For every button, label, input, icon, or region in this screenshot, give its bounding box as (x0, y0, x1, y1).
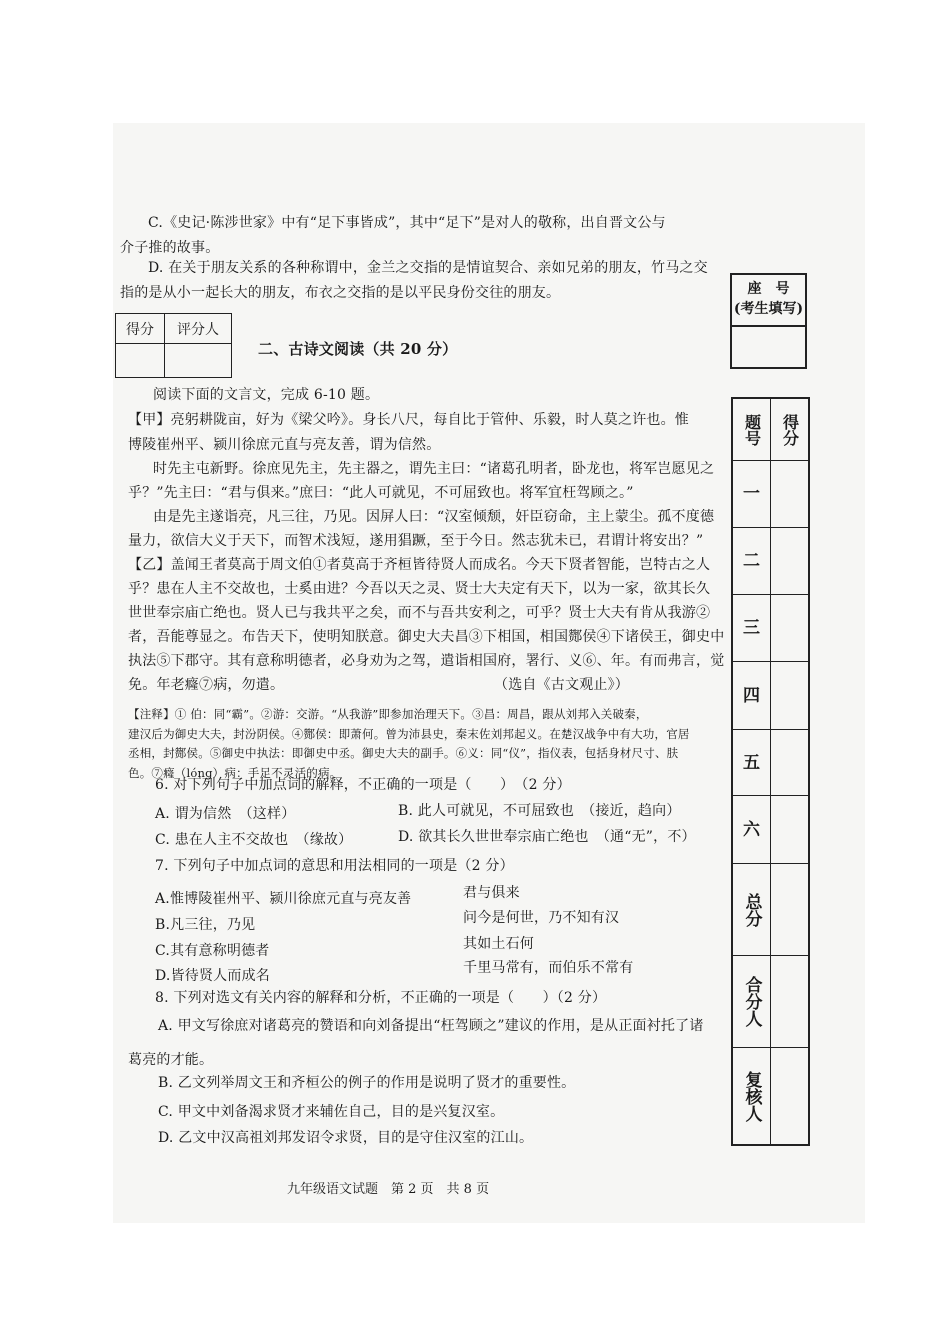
passage-source: （选自《古文观止》） (494, 677, 629, 693)
q6-option-b[interactable]: B. 此人可就见，不可屈致也 （接近，趋向） (398, 803, 681, 819)
score-cell[interactable] (771, 595, 808, 661)
row-label: 总分 (733, 864, 771, 955)
passage-yi-line: 世世奉宗庙亡绝也。贤人已与我共平之矣，而不与吾共安利之，可乎？贤士大夫有肯从我游② (128, 605, 711, 621)
score-label: 得分 (116, 314, 165, 344)
q7-option-d[interactable]: D.皆待贤人而成名 (155, 968, 270, 984)
option-d-line1: D. 在关于朋友关系的各种称谓中，金兰之交指的是情谊契合、亲如兄弟的朋友，竹马之交 (148, 260, 708, 276)
row-label: 二 (733, 528, 771, 594)
passage-jia-line: 时先主屯新野。徐庶见先主，先主器之，谓先主曰：“诸葛孔明者，卧龙也，将军岂愿见之 (153, 461, 715, 477)
q7-option-c-compare: 其如土石何 (463, 936, 534, 952)
q7-option-b[interactable]: B.凡三往，乃见 (155, 917, 256, 933)
seat-number-label: 座 号 (747, 281, 790, 297)
passage-jia-line: 由是先主遂诣亮，凡三往，乃见。因屏人曰：“汉室倾颓，奸臣窃命，主上蒙尘。孤不度德 (153, 509, 715, 525)
score-row (733, 528, 808, 595)
note-line: 【注释】① 伯：同“霸”。②游：交游。“从我游”即参加治理天下。③昌：周昌，跟从刘邦入关破秦， (128, 707, 648, 721)
grader-cell[interactable] (165, 344, 232, 378)
score-row (733, 796, 808, 864)
q8-option-b[interactable]: B. 乙文列举周文王和齐桓公的例子的作用是说明了贤才的重要性。 (158, 1075, 576, 1091)
row-label: 五 (733, 730, 771, 795)
score-cell[interactable] (771, 1048, 808, 1144)
q7-option-d-compare: 千里马常有，而伯乐不常有 (463, 960, 634, 976)
passage-jia-line: 博陵崔州平、颍川徐庶元直与亮友善，谓为信然。 (128, 437, 441, 453)
q8-stem: 8. 下列对选文有关内容的解释和分析，不正确的一项是（ ）（2 分） (155, 990, 607, 1006)
score-table-header (733, 399, 808, 461)
q7-option-a-compare: 君与俱来 (463, 885, 520, 901)
seat-number-input[interactable] (732, 327, 805, 367)
q7-option-c[interactable]: C.其有意称明德者 (155, 943, 270, 959)
score-row-checker (733, 1048, 808, 1144)
passage-yi-line: 执法⑤下郡守。其有意称明德者，必身劝为之驾，遣诣相国府，署行、义⑥、年。有而弗言，觉 (128, 653, 725, 669)
row-label: 合分人 (733, 956, 771, 1047)
page-footer: 九年级语文试题 第 2 页 共 8 页 (287, 1182, 490, 1197)
score-cell[interactable] (771, 956, 808, 1047)
score-cell[interactable] (771, 528, 808, 594)
option-c-line2: 介子推的故事。 (120, 240, 220, 256)
seat-number-hint: (考生填写) (733, 301, 804, 317)
score-header: 得分 (780, 413, 800, 446)
q7-option-b-compare: 问今是何世，乃不知有汉 (463, 910, 620, 926)
score-row (733, 595, 808, 662)
score-cell[interactable] (771, 461, 808, 527)
row-label: 六 (733, 796, 771, 863)
q6-option-d[interactable]: D. 欲其长久世世奉宗庙亡绝也 （通“无”，不） (398, 829, 696, 845)
score-summary-table (731, 397, 810, 1146)
option-d-line2: 指的是从小一起长大的朋友，布衣之交指的是以平民身份交往的朋友。 (120, 285, 561, 301)
score-row (733, 662, 808, 730)
score-row (733, 461, 808, 528)
q8-option-a-line2[interactable]: 葛亮的才能。 (128, 1052, 214, 1068)
note-line: 色。⑦癃（lóng）病：手足不灵活的病。 (128, 766, 342, 780)
row-label: 复核人 (733, 1048, 771, 1144)
passage-jia-line: 乎？”先主曰：“君与俱来。”庶曰：“此人可就见，不可屈致也。将军宜枉驾顾之。” (128, 485, 634, 501)
q8-option-d[interactable]: D. 乙文中汉高祖刘邦发诏令求贤，目的是守住汉室的江山。 (158, 1130, 534, 1146)
note-line: 建汉后为御史大夫，封汾阴侯。④酂侯：即萧何。曾为沛县史，秦末佐刘邦起义。在楚汉战争中有大功，官居 (128, 727, 690, 741)
score-box (115, 313, 232, 378)
passage-yi-line: 【乙】盖闻王者莫高于周文伯①者莫高于齐桓皆待贤人而成名。今天下贤者智能，岂特古之人 (128, 557, 711, 573)
score-cell[interactable] (771, 730, 808, 795)
passage-yi-line: 者，吾能尊显之。布告天下，使明知朕意。御史大夫昌③下相国，相国酂侯④下诸侯王，御史中 (128, 629, 725, 645)
score-cell[interactable] (116, 344, 165, 378)
row-label: 三 (733, 595, 771, 661)
section-title: 二、古诗文阅读（共 20 分） (258, 340, 458, 358)
passage-jia-line: 量力，欲信大义于天下，而智术浅短，遂用猖蹶，至于今日。然志犹未已，君谓计将安出？” (128, 533, 704, 549)
row-label: 一 (733, 461, 771, 527)
seat-number-box (730, 273, 807, 369)
score-cell[interactable] (771, 864, 808, 955)
score-row (733, 730, 808, 796)
score-cell[interactable] (771, 796, 808, 863)
score-cell[interactable] (771, 662, 808, 729)
note-line: 丞相，封酂侯。⑤御史中执法：即御史中丞。御史大夫的副手。⑥义：同“仪”，指仪表，包括身材尺寸、肤 (128, 746, 679, 760)
score-row-total (733, 864, 808, 956)
q8-option-a-line1[interactable]: A. 甲文写徐庶对诸葛亮的赞语和向刘备提出“枉驾顾之”建议的作用，是从正面衬托了诸 (158, 1018, 704, 1034)
q7-stem: 7. 下列句子中加点词的意思和用法相同的一项是（2 分） (155, 858, 514, 874)
passage-jia-line: 【甲】亮躬耕陇亩，好为《梁父吟》。身长八尺，每自比于管仲、乐毅，时人莫之许也。惟 (128, 412, 689, 428)
q6-option-a[interactable]: A. 谓为信然 （这样） (155, 806, 296, 822)
score-row-summer (733, 956, 808, 1048)
grader-label: 评分人 (165, 314, 232, 344)
passage-intro: 阅读下面的文言文，完成 6-10 题。 (153, 387, 380, 403)
q6-stem: 6. 对下列句子中加点词的解释，不正确的一项是（ ） （2 分） (155, 777, 571, 793)
q8-option-c[interactable]: C. 甲文中刘备渴求贤才来辅佐自己，目的是兴复汉室。 (158, 1104, 505, 1120)
question-number-header: 题号 (733, 399, 771, 460)
passage-yi-line: 乎？患在人主不交故也，士奚由进？今吾以天之灵、贤士大夫定有天下，以为一家，欲其长久 (128, 581, 711, 597)
seat-number-header (732, 275, 805, 327)
row-label: 四 (733, 662, 771, 729)
q7-option-a[interactable]: A.惟博陵崔州平、颍川徐庶元直与亮友善 (155, 891, 412, 907)
passage-yi-line: 免。年老癃⑦病，勿遣。 (128, 677, 285, 693)
q6-option-c[interactable]: C. 患在人主不交故也 （缘故） (155, 832, 353, 848)
option-c-line1: C.《史记·陈涉世家》中有“足下事皆成”，其中“足下”是对人的敬称，出自晋文公与 (148, 215, 666, 231)
